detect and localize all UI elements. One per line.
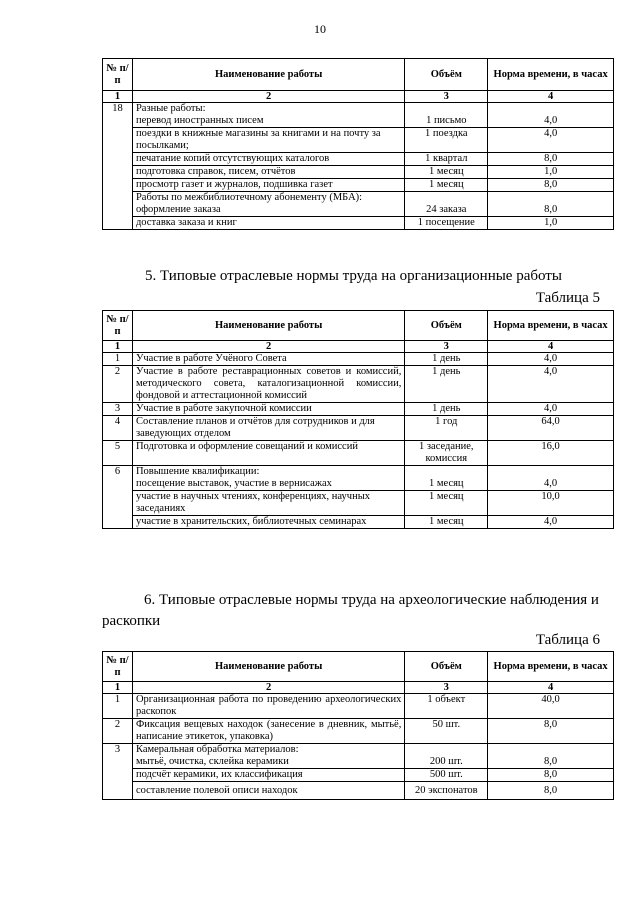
col-header-num: № п/п xyxy=(103,59,133,91)
row-group-title: Разные работы: xyxy=(132,103,404,116)
row-group-title: Камеральная обработка материалов: xyxy=(132,744,404,757)
row-volume: 200 шт. xyxy=(405,756,488,769)
section-6-heading: 6. Типовые отраслевые нормы труда на археологические наблюдения и раскопки xyxy=(102,592,599,629)
row-number: 6 xyxy=(103,466,133,529)
table-5-label: Таблица 5 xyxy=(535,290,600,306)
row-volume: 1 поездка xyxy=(405,128,488,153)
row-number: 3 xyxy=(103,744,133,800)
row-name: Составление планов и отчётов для сотрудников и для заведующих отделом xyxy=(132,416,404,441)
row-number: 5 xyxy=(103,441,133,466)
col-header-name: Наименование работы xyxy=(132,311,404,341)
row-number: 1 xyxy=(103,353,133,366)
row-name: участие в научных чтениях, конференциях, научных заседаниях xyxy=(132,491,404,516)
section-5-heading: 5. Типовые отраслевые нормы труда на организационные работы xyxy=(145,268,562,284)
row-group-title: Повышение квалификации: xyxy=(132,466,404,479)
row-norm: 16,0 xyxy=(488,441,614,466)
row-norm: 1,0 xyxy=(488,166,614,179)
col-header-norm: Норма времени, в часах xyxy=(488,59,614,91)
row-norm: 4,0 xyxy=(488,366,614,403)
row-volume: 1 день xyxy=(405,366,488,403)
row-number: 1 xyxy=(103,694,133,719)
row-norm: 64,0 xyxy=(488,416,614,441)
row-volume: 1 день xyxy=(405,403,488,416)
row-norm: 8,0 xyxy=(488,153,614,166)
col-header-name: Наименование работы xyxy=(132,59,404,91)
row-subtitle: Работы по межбиблиотечному абонементу (МБА): xyxy=(135,192,363,203)
col-number: 1 xyxy=(103,341,133,353)
row-norm: 1,0 xyxy=(488,217,614,230)
row-name: Участие в работе реставрационных советов и комиссий, методического совета, каталогизационной комиссии, фондовой и аттестационной комиссий xyxy=(132,366,404,403)
row-volume: 1 месяц xyxy=(405,179,488,192)
row-norm: 4,0 xyxy=(488,478,614,491)
col-number: 2 xyxy=(132,91,404,103)
row-volume: 1 квартал xyxy=(405,153,488,166)
row-volume: 24 заказа xyxy=(405,192,488,217)
row-name: Организационная работа по проведению археологических раскопок xyxy=(132,694,404,719)
col-header-volume: Объём xyxy=(405,652,488,682)
row-norm: 4,0 xyxy=(488,403,614,416)
col-header-volume: Объём xyxy=(405,311,488,341)
row-volume: 500 шт. xyxy=(405,769,488,782)
row-norm: 8,0 xyxy=(488,179,614,192)
row-norm: 4,0 xyxy=(488,115,614,128)
row-norm: 8,0 xyxy=(488,719,614,744)
row-name: посещение выставок, участие в вернисажах xyxy=(132,478,404,491)
row-name: мытьё, очистка, склейка керамики xyxy=(132,756,404,769)
row-volume: 1 объект xyxy=(405,694,488,719)
row-volume: 1 месяц xyxy=(405,166,488,179)
row-volume: 1 месяц xyxy=(405,491,488,516)
page-number: 10 xyxy=(314,22,326,36)
table-6 xyxy=(102,651,614,800)
row-name: просмотр газет и журналов, подшивка газет xyxy=(132,179,404,192)
col-header-name: Наименование работы xyxy=(132,652,404,682)
row-norm: 4,0 xyxy=(488,128,614,153)
table-5 xyxy=(102,310,614,529)
row-volume: 20 экспонатов xyxy=(405,782,488,800)
row-norm: 8,0 xyxy=(488,769,614,782)
col-number: 1 xyxy=(103,91,133,103)
row-volume: 1 год xyxy=(405,416,488,441)
row-name: оформление заказа xyxy=(135,204,221,215)
row-volume: 1 посещение xyxy=(405,217,488,230)
col-number: 3 xyxy=(405,682,488,694)
row-number: 4 xyxy=(103,416,133,441)
col-number: 4 xyxy=(488,91,614,103)
col-number: 2 xyxy=(132,682,404,694)
row-volume: 1 заседание, комиссия xyxy=(405,441,488,466)
col-header-norm: Норма времени, в часах xyxy=(488,652,614,682)
col-number: 3 xyxy=(405,91,488,103)
col-number: 4 xyxy=(488,341,614,353)
col-header-volume: Объём xyxy=(405,59,488,91)
row-norm: 8,0 xyxy=(488,756,614,769)
col-number: 1 xyxy=(103,682,133,694)
row-name: поездки в книжные магазины за книгами и на почту за посылками; xyxy=(132,128,404,153)
col-number: 3 xyxy=(405,341,488,353)
row-number: 18 xyxy=(103,103,133,230)
row-name: печатание копий отсутствующих каталогов xyxy=(132,153,404,166)
col-number: 2 xyxy=(132,341,404,353)
col-header-num: № п/п xyxy=(103,311,133,341)
row-name: составление полевой описи находок xyxy=(132,782,404,800)
row-norm: 8,0 xyxy=(488,192,614,217)
row-norm: 40,0 xyxy=(488,694,614,719)
row-norm: 4,0 xyxy=(488,516,614,529)
row-volume: 50 шт. xyxy=(405,719,488,744)
row-number: 3 xyxy=(103,403,133,416)
row-name: Участие в работе Учёного Совета xyxy=(132,353,404,366)
row-name: подготовка справок, писем, отчётов xyxy=(132,166,404,179)
row-name: доставка заказа и книг xyxy=(132,217,404,230)
row-norm: 10,0 xyxy=(488,491,614,516)
row-name: Фиксация вещевых находок (занесение в дневник, мытьё, написание этикеток, упаковка) xyxy=(132,719,404,744)
row-name: Подготовка и оформление совещаний и комиссий xyxy=(132,441,404,466)
table-top xyxy=(102,58,614,230)
row-norm: 8,0 xyxy=(488,782,614,800)
col-number: 4 xyxy=(488,682,614,694)
row-name xyxy=(132,192,404,217)
row-name: Участие в работе закупочной комиссии xyxy=(132,403,404,416)
row-name: перевод иностранных писем xyxy=(132,115,404,128)
row-number: 2 xyxy=(103,366,133,403)
row-name: подсчёт керамики, их классификация xyxy=(132,769,404,782)
row-norm: 4,0 xyxy=(488,353,614,366)
col-header-num: № п/п xyxy=(103,652,133,682)
row-volume: 1 месяц xyxy=(405,478,488,491)
table-6-label: Таблица 6 xyxy=(535,632,600,648)
row-name: участие в хранительских, библиотечных семинарах xyxy=(132,516,404,529)
row-volume: 1 месяц xyxy=(405,516,488,529)
col-header-norm: Норма времени, в часах xyxy=(488,311,614,341)
row-volume: 1 день xyxy=(405,353,488,366)
row-volume: 1 письмо xyxy=(405,115,488,128)
row-number: 2 xyxy=(103,719,133,744)
